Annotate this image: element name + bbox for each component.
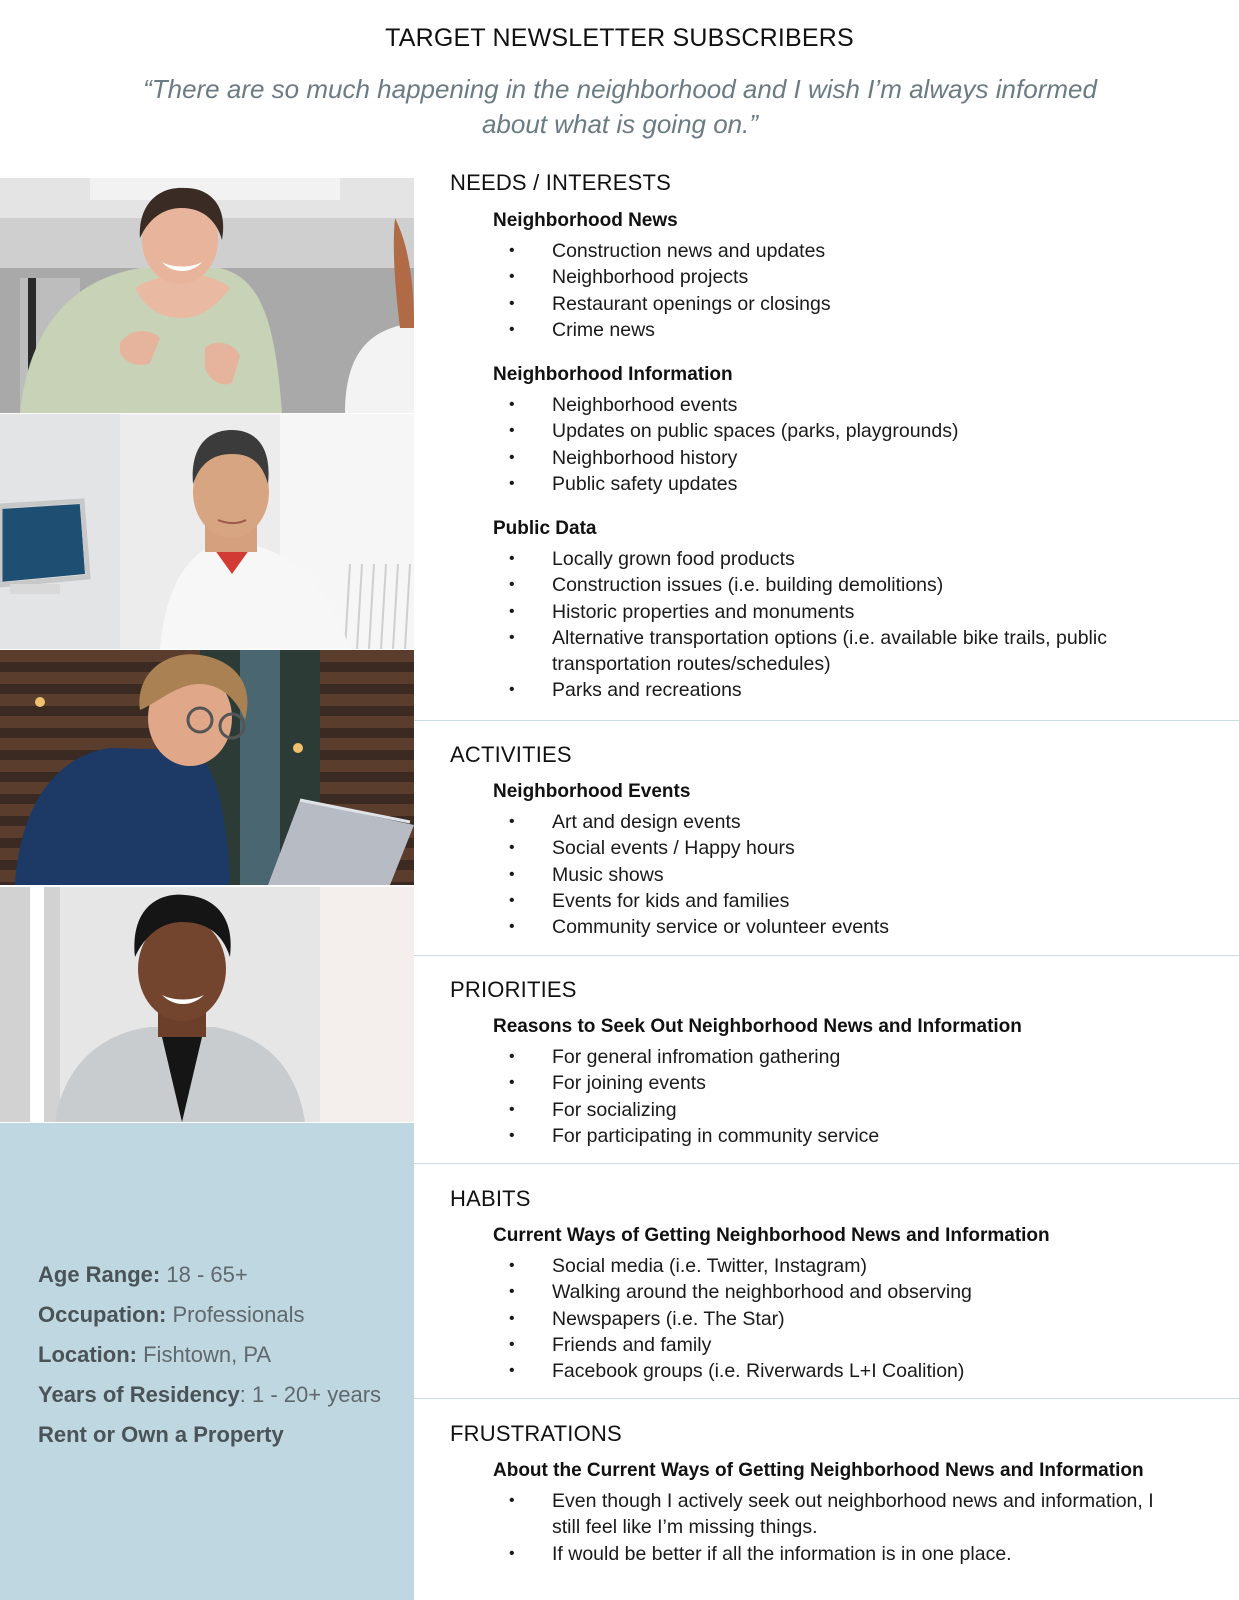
list-item: • Crime news [509, 318, 655, 341]
list-item: • Construction news and updates [509, 240, 826, 262]
list-item: • Updates on public spaces (parks, playgrounds) [509, 420, 959, 443]
bullet-list [493, 1253, 972, 1384]
list-item: • Community service or volunteer events [509, 916, 890, 939]
list-item: • Parks and recreations [509, 679, 742, 702]
occupation-label: Occupation: [38, 1302, 167, 1327]
demographics-panel [0, 1123, 414, 1600]
list-item: • Alternative transportation options (i.e. available bike trails, public transportation routes/schedules) [509, 626, 1107, 676]
section-heading: PRIORITIES [450, 977, 577, 1002]
section-heading: FRUSTRATIONS [450, 1421, 622, 1446]
page-title: TARGET NEWSLETTER SUBSCRIBERS [385, 24, 854, 52]
subheading: Neighborhood Information [493, 364, 733, 385]
list-item: • Restaurant openings or closings [509, 292, 831, 315]
age-range-label: Age Range: [38, 1262, 161, 1287]
subheading: Current Ways of Getting Neighborhood News and Information [493, 1225, 1050, 1246]
rent-or-own [38, 1423, 381, 1463]
location-label: Location: [38, 1342, 137, 1367]
photo-man-glasses-laptop [0, 650, 414, 885]
occupation-value: Professionals [166, 1302, 305, 1327]
photo-woman-blazer [0, 887, 414, 1122]
bullet-list [493, 1044, 879, 1149]
location [38, 1343, 381, 1383]
list-item: • Construction issues (i.e. building demolitions) [509, 574, 944, 597]
list-item: • For participating in community service [509, 1124, 880, 1147]
subheading: About the Current Ways of Getting Neighborhood News and Information [493, 1460, 1144, 1481]
list-item: • Locally grown food products [509, 548, 795, 570]
list-item: • For general infromation gathering [509, 1046, 841, 1068]
list-item: • Events for kids and families [509, 889, 790, 912]
section-heading: ACTIVITIES [450, 742, 572, 767]
residency-label: Years of Residency [38, 1382, 240, 1407]
bullet-list [493, 809, 889, 940]
persona-quote: “There are so much happening in the neighborhood and I wish I’m always informed about what is going on.” [143, 74, 1097, 139]
list-item: • Newspapers (i.e. The Star) [509, 1307, 785, 1330]
bullet-list [493, 546, 1173, 704]
persona-photos [0, 178, 414, 1123]
section-divider [414, 1163, 1239, 1164]
section-heading: HABITS [450, 1186, 531, 1211]
age-range [38, 1263, 381, 1303]
subheading: Reasons to Seek Out Neighborhood News and Information [493, 1016, 1022, 1037]
subheading: Neighborhood News [493, 210, 678, 231]
photo-man-white-polo [0, 414, 414, 649]
years-of-residency [38, 1383, 381, 1423]
section-divider [414, 955, 1239, 956]
section-divider [414, 1398, 1239, 1399]
list-item: • For joining events [509, 1072, 706, 1095]
residency-value: : 1 - 20+ years [239, 1382, 382, 1407]
subheading: Public Data [493, 518, 597, 539]
list-item: • Public safety updates [509, 472, 738, 495]
list-item: • If would be better if all the information is in one place. [509, 1542, 1012, 1565]
demographics-list [38, 1263, 381, 1463]
rent-own-label: Rent or Own a Property [38, 1422, 284, 1447]
occupation [38, 1303, 381, 1343]
section-divider [414, 720, 1239, 721]
bullet-list [493, 238, 831, 343]
list-item: • Social events / Happy hours [509, 837, 795, 860]
list-item: • Neighborhood projects [509, 266, 749, 289]
list-item: • Neighborhood history [509, 446, 738, 469]
list-item: • Music shows [509, 863, 664, 886]
list-item: • Walking around the neighborhood and observing [509, 1281, 972, 1304]
bullet-list [493, 1488, 1173, 1567]
age-range-value: 18 - 65+ [160, 1262, 248, 1287]
section-heading: NEEDS / INTERESTS [450, 170, 671, 195]
list-item: • Neighborhood events [509, 394, 738, 416]
location-value: Fishtown, PA [137, 1342, 272, 1367]
persona-details [414, 0, 1239, 1600]
subheading: Neighborhood Events [493, 781, 691, 802]
list-item: • Historic properties and monuments [509, 600, 855, 623]
list-item: • For socializing [509, 1098, 677, 1121]
list-item: • Art and design events [509, 811, 741, 833]
list-item: • Facebook groups (i.e. Riverwards L+I Coalition) [509, 1360, 965, 1383]
list-item: • Even though I actively seek out neighborhood news and information, I still feel like I’m missing things. [509, 1490, 1154, 1539]
bullet-list [493, 392, 958, 497]
photo-woman-smiling [0, 178, 414, 413]
list-item: • Social media (i.e. Twitter, Instagram) [509, 1255, 868, 1277]
list-item: • Friends and family [509, 1333, 712, 1356]
